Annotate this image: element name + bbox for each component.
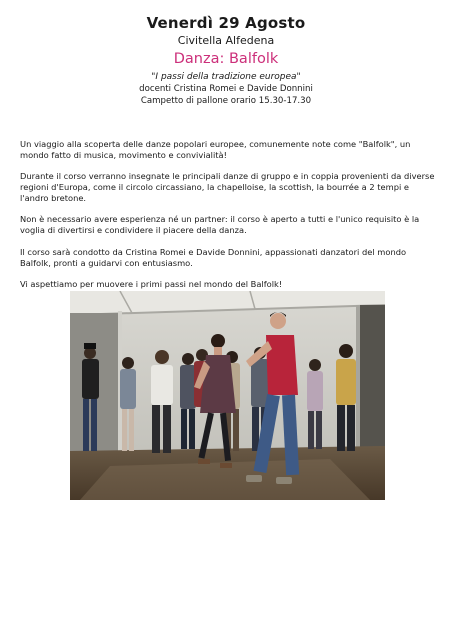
event-teachers: docenti Cristina Romei e Davide Donnini bbox=[139, 84, 313, 94]
event-subtitle: "I passi della tradizione europea" bbox=[151, 72, 301, 82]
event-place: Civitella Alfedena bbox=[177, 34, 275, 47]
event-title: Danza: Balfolk bbox=[173, 51, 279, 67]
paragraph-dances: Durante il corso verranno insegnate le principali danze di gruppo e in coppia provenienti da diverse regioni d'Europa, come il circolo circassiano, la chapelloise, la scottish, la bourrée a 2 tempi e l'andro bretone. bbox=[20, 171, 435, 203]
paragraph-teachers: Il corso sarà condotto da Cristina Romei e Davide Donnini, appassionati danzatori del mondo Balfolk, pronti a guidarvi con entusiasmo. bbox=[20, 246, 407, 268]
poster-header bbox=[0, 14, 452, 107]
paragraph-invite: Vi aspettiamo per muovere i primi passi nel mondo del Balfolk! bbox=[20, 279, 283, 290]
event-date: Venerdì 29 Agosto bbox=[146, 14, 306, 32]
paragraph-intro: Un viaggio alla scoperta delle danze popolari europee, comunemente note come "Balfolk", un mondo fatto di musica, movimento e convivialità! bbox=[20, 138, 411, 160]
description-text bbox=[20, 128, 438, 301]
paragraph-requirements: Non è necessario avere esperienza né un partner: il corso è aperto a tutti e l'unico requisito è la voglia di divertirsi e condividere il piacere della danza. bbox=[20, 214, 420, 236]
dance-photo bbox=[70, 291, 385, 500]
event-time: Campetto di pallone orario 15.30-17.30 bbox=[140, 96, 312, 106]
